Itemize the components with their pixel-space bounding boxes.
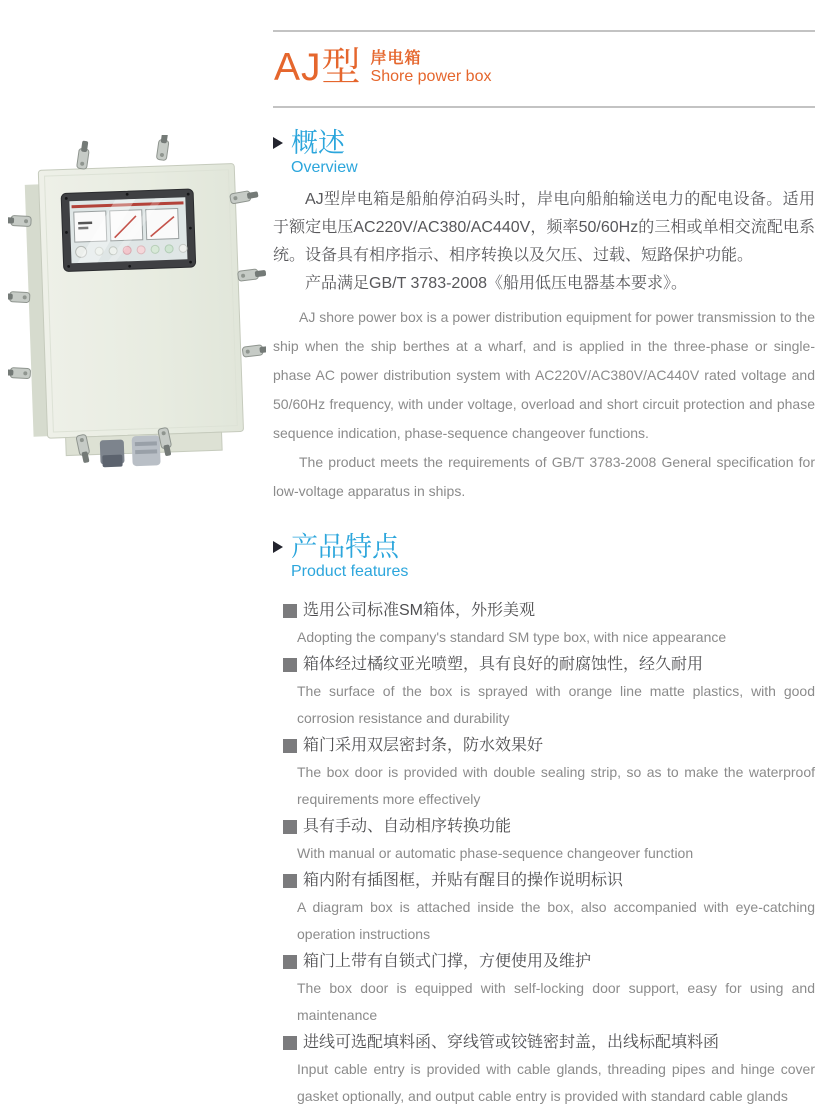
header-divider-top [273, 30, 815, 32]
feature-title-cn: 具有手动、自动相序转换功能 [303, 818, 512, 835]
features-list [283, 597, 815, 1110]
feature-item [283, 732, 815, 813]
feature-item [283, 867, 815, 948]
feature-title-cn: 选用公司标准SM箱体，外形美观 [303, 602, 536, 619]
overview-paragraph-cn-2: 产品满足GB/T 3783-2008《船用低压电器基本要求》。 [305, 275, 688, 292]
overview-paragraph-en-2: The product meets the requirements of GB/T 3783-2008 General specification for low-voltage apparatus in ships. [273, 454, 815, 499]
shore-power-box-photo [8, 135, 266, 473]
overview-heading-text [291, 128, 358, 178]
feature-desc-en: With manual or automatic phase-sequence changeover function [297, 845, 694, 861]
feature-title-row [283, 651, 815, 678]
overview-heading-en: Overview [291, 159, 358, 176]
square-bullet-icon [283, 658, 297, 672]
triangle-right-icon [273, 541, 283, 553]
feature-item [283, 948, 815, 1029]
square-bullet-icon [283, 604, 297, 618]
overview-paragraph-cn-1: AJ型岸电箱是船舶停泊码头时，岸电向船舶输送电力的配电设备。适用于额定电压AC220V/AC380/AC440V，频率50/60Hz的三相或单相交流配电系统。设备具有相序指示、相序转换以及欠压、过载、短路保护功能。 [273, 191, 815, 264]
feature-desc-en: The box door is equipped with self-locking door support, easy for using and maintenance [297, 980, 815, 1023]
shore-power-box-illustration [8, 135, 266, 473]
features-heading-cn: 产品特点 [291, 532, 399, 562]
feature-title-row [283, 732, 815, 759]
features-heading-text [291, 532, 408, 582]
feature-desc-en: The surface of the box is sprayed with orange line matte plastics, with good corrosion resistance and durability [297, 683, 815, 726]
product-title-sub [371, 50, 492, 86]
feature-desc-en: The box door is provided with double sealing strip, so as to make the waterproof requirements more effectively [297, 764, 815, 807]
feature-title-row [283, 948, 815, 975]
header-divider-bottom [273, 106, 815, 108]
feature-desc-en: Input cable entry is provided with cable glands, threading pipes and hinge cover gasket optionally, and output cable entry is provided with standard cable glands [297, 1061, 815, 1104]
product-name-cn: 岸电箱 [370, 50, 422, 67]
features-section-heading [273, 532, 408, 582]
feature-title-cn: 箱门上带有自锁式门撑，方便使用及维护 [303, 953, 592, 970]
overview-paragraph-en-1: AJ shore power box is a power distribution equipment for power transmission to the ship when the ship berthes at a wharf, and is applied in the three-phase or single-phase AC power distribution system with AC220V/AC380V/AC440V rated voltage and 50/60Hz frequency, with under voltage, overload and short circuit protection and phase sequence indication, phase-sequence changeover functions. [273, 309, 815, 441]
feature-item [283, 597, 815, 651]
features-heading-en: Product features [291, 563, 409, 580]
feature-title-cn: 箱内附有插图框，并贴有醒目的操作说明标识 [303, 872, 624, 889]
feature-title-cn: 进线可选配填料函、穿线管或铰链密封盖，出线标配填料函 [303, 1034, 720, 1051]
overview-text-en [273, 303, 815, 506]
feature-item [283, 651, 815, 732]
square-bullet-icon [283, 955, 297, 969]
feature-title-row [283, 1029, 815, 1056]
feature-title-row [283, 813, 815, 840]
overview-text-cn [273, 186, 815, 298]
feature-title-cn: 箱门采用双层密封条，防水效果好 [303, 737, 544, 754]
feature-title-row [283, 597, 815, 624]
feature-title-cn: 箱体经过橘纹亚光喷塑，具有良好的耐腐蚀性，经久耐用 [303, 656, 704, 673]
feature-item [283, 813, 815, 867]
square-bullet-icon [283, 739, 297, 753]
feature-desc-en: A diagram box is attached inside the box, also accompanied with eye-catching operation instructions [297, 899, 815, 942]
feature-title-row [283, 867, 815, 894]
feature-item [283, 1029, 815, 1110]
product-model: AJ型 [274, 46, 362, 90]
overview-heading-cn: 概述 [291, 128, 345, 158]
product-title [274, 46, 492, 90]
square-bullet-icon [283, 820, 297, 834]
triangle-right-icon [273, 137, 283, 149]
overview-section-heading [273, 128, 358, 178]
product-name-en: Shore power box [370, 67, 492, 85]
square-bullet-icon [283, 874, 297, 888]
feature-desc-en: Adopting the company's standard SM type box, with nice appearance [297, 629, 727, 645]
square-bullet-icon [283, 1036, 297, 1050]
